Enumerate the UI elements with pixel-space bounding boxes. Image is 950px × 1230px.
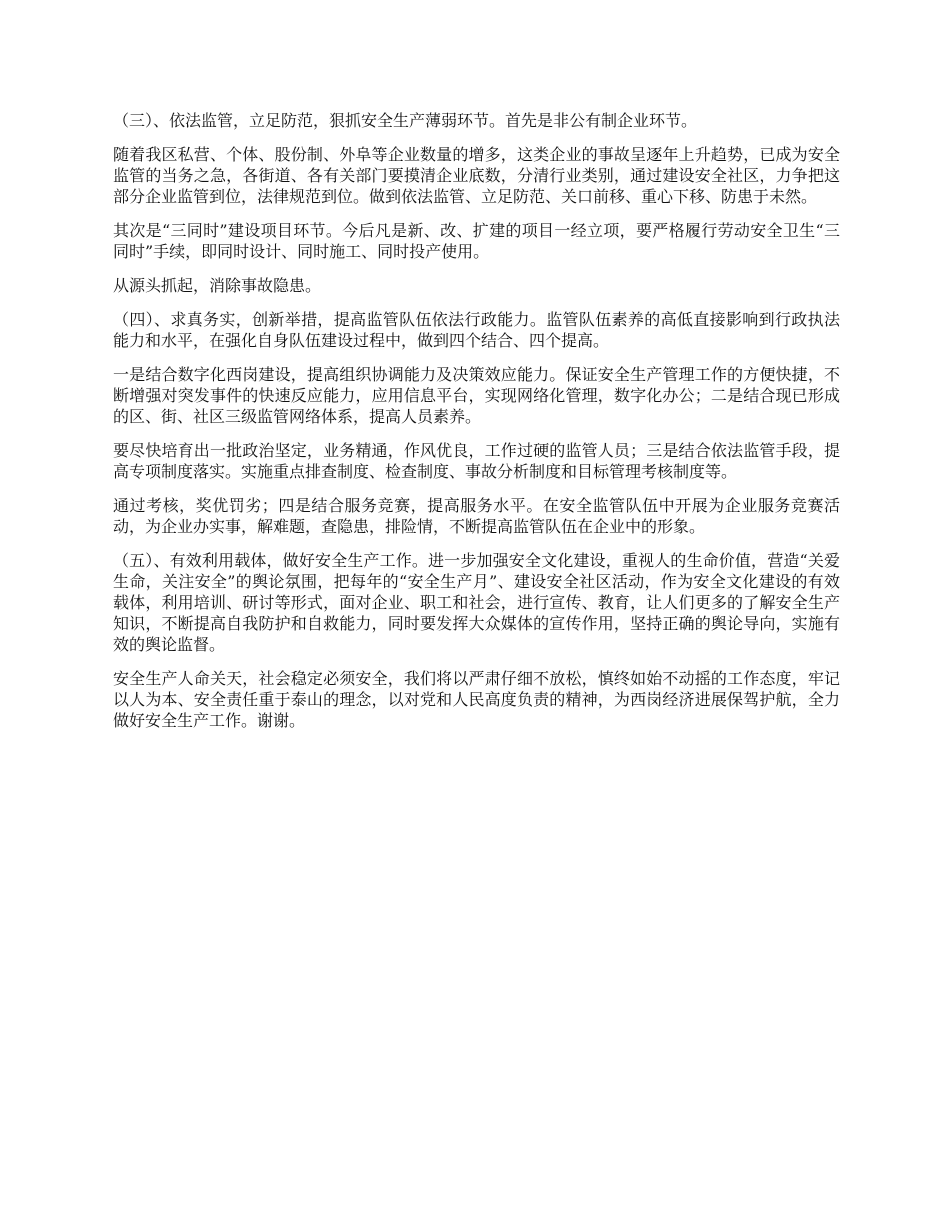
paragraph-8: 通过考核，奖优罚劣；四是结合服务竞赛，提高服务水平。在安全监管队伍中开展为企业服务竞赛活动，为企业办实事，解难题，查隐患，排险情，不断提高监管队伍在企业中的形象。: [113, 496, 840, 536]
paragraph-7: 要尽快培育出一批政治坚定，业务精通，作风优良，工作过硬的监管人员；三是结合依法监管手段，提高专项制度落实。实施重点排查制度、检查制度、事故分析制度和目标管理考核制度等。: [113, 441, 840, 481]
paragraph-1: （三）、依法监管，立足防范，狠抓安全生产薄弱环节。首先是非公有制企业环节。: [113, 111, 698, 130]
paragraph-2: 随着我区私营、个体、股份制、外阜等企业数量的增多，这类企业的事故呈逐年上升趋势，已成为安全监管的当务之急，各街道、各有关部门要摸清企业底数，分清行业类别，通过建设安全社区，力争把这部分企业监管到位，法律规范到位。做到依法监管、立足防范、关口前移、重心下移、防患于未然。: [113, 145, 840, 206]
paragraph-10: 安全生产人命关天，社会稳定必须安全，我们将以严肃仔细不放松，慎终如始不动摇的工作态度，牢记以人为本、安全责任重于泰山的理念，以对党和人民高度负责的精神，为西岗经济进展保驾护航，全力做好安全生产工作。谢谢。: [113, 669, 840, 730]
paragraph-6: 一是结合数字化西岗建设，提高组织协调能力及决策效应能力。保证安全生产管理工作的方便快捷，不断增强对突发事件的快速反应能力，应用信息平台，实现网络化管理，数字化办公；二是结合现已形成的区、街、社区三级监管网络体系，提高人员素养。: [113, 365, 840, 426]
paragraph-9: （五）、有效利用载体，做好安全生产工作。进一步加强安全文化建设，重视人的生命价值，营造“关爱生命，关注安全”的舆论氛围，把每年的“安全生产月”、建设安全社区活动，作为安全文化建设的有效载体，利用培训、研讨等形式，面对企业、职工和社会，进行宣传、教育，让人们更多的了解安全生产知识，不断提高自我防护和自救能力，同时要发挥大众媒体的宣传作用，坚持正确的舆论导向，实施有效的舆论监督。: [113, 551, 840, 654]
document-body: [113, 110, 840, 744]
paragraph-3: 其次是“三同时”建设项目环节。今后凡是新、改、扩建的项目一经立项，要严格履行劳动安全卫生“三同时”手续，即同时设计、同时施工、同时投产使用。: [113, 221, 840, 261]
paragraph-5: （四）、求真务实，创新举措，提高监管队伍依法行政能力。监管队伍素养的高低直接影响到行政执法能力和水平，在强化自身队伍建设过程中，做到四个结合、四个提高。: [113, 310, 840, 350]
paragraph-4: 从源头抓起，消除事故隐患。: [113, 276, 322, 295]
